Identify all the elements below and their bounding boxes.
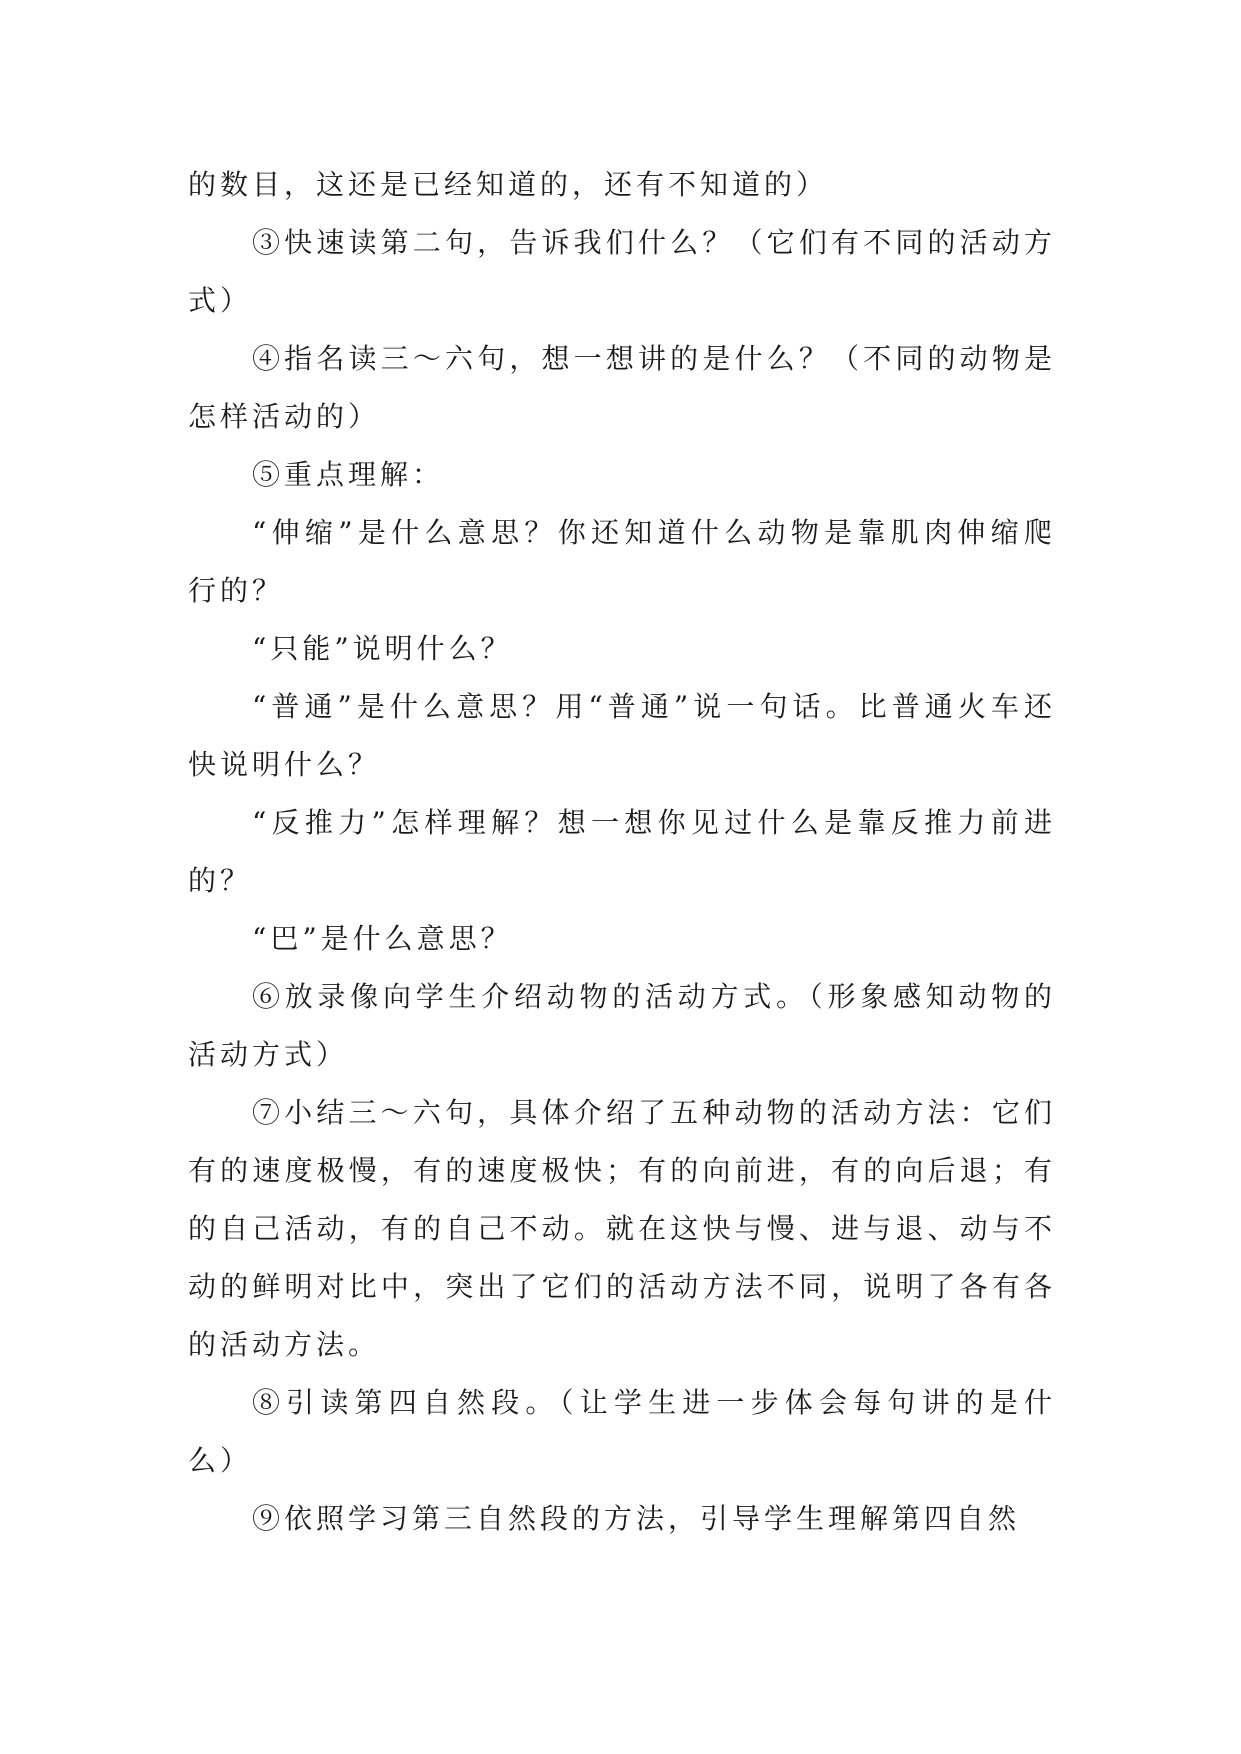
paragraph-7: “普通”是什么意思？用“普通”说一句话。比普通火车还快说明什么？ [188, 690, 1056, 781]
paragraph-12: ⑧引读第四自然段。（让学生进一步体会每句讲的是什么） [188, 1386, 1056, 1477]
paragraph-8: “反推力”怎样理解？想一想你见过什么是靠反推力前进的？ [188, 806, 1056, 897]
paragraph-1: 的数目，这还是已经知道的，还有不知道的） [188, 168, 829, 201]
paragraph-9: “巴”是什么意思？ [252, 922, 513, 955]
paragraph-3: ④指名读三～六句，想一想讲的是什么？（不同的动物是怎样活动的） [188, 342, 1056, 433]
paragraph-2: ③快速读第二句，告诉我们什么？（它们有不同的活动方式） [188, 226, 1056, 317]
paragraph-5: “伸缩”是什么意思？你还知道什么动物是靠肌肉伸缩爬行的？ [188, 516, 1056, 607]
paragraph-11: ⑦小结三～六句，具体介绍了五种动物的活动方法：它们有的速度极慢，有的速度极快；有的向前进，有的向后退；有的自己活动，有的自己不动。就在这快与慢、进与退、动与不动的鲜明对比中，突出了它们的活动方法不同，说明了各有各的活动方法。 [188, 1096, 1056, 1361]
paragraph-13: ⑨依照学习第三自然段的方法，引导学生理解第四自然 [252, 1502, 1021, 1535]
document-body [188, 156, 1056, 1548]
paragraph-10: ⑥放录像向学生介绍动物的活动方式。（形象感知动物的活动方式） [188, 980, 1056, 1071]
paragraph-6: “只能”说明什么？ [252, 632, 513, 665]
paragraph-4: ⑤重点理解： [252, 458, 445, 491]
